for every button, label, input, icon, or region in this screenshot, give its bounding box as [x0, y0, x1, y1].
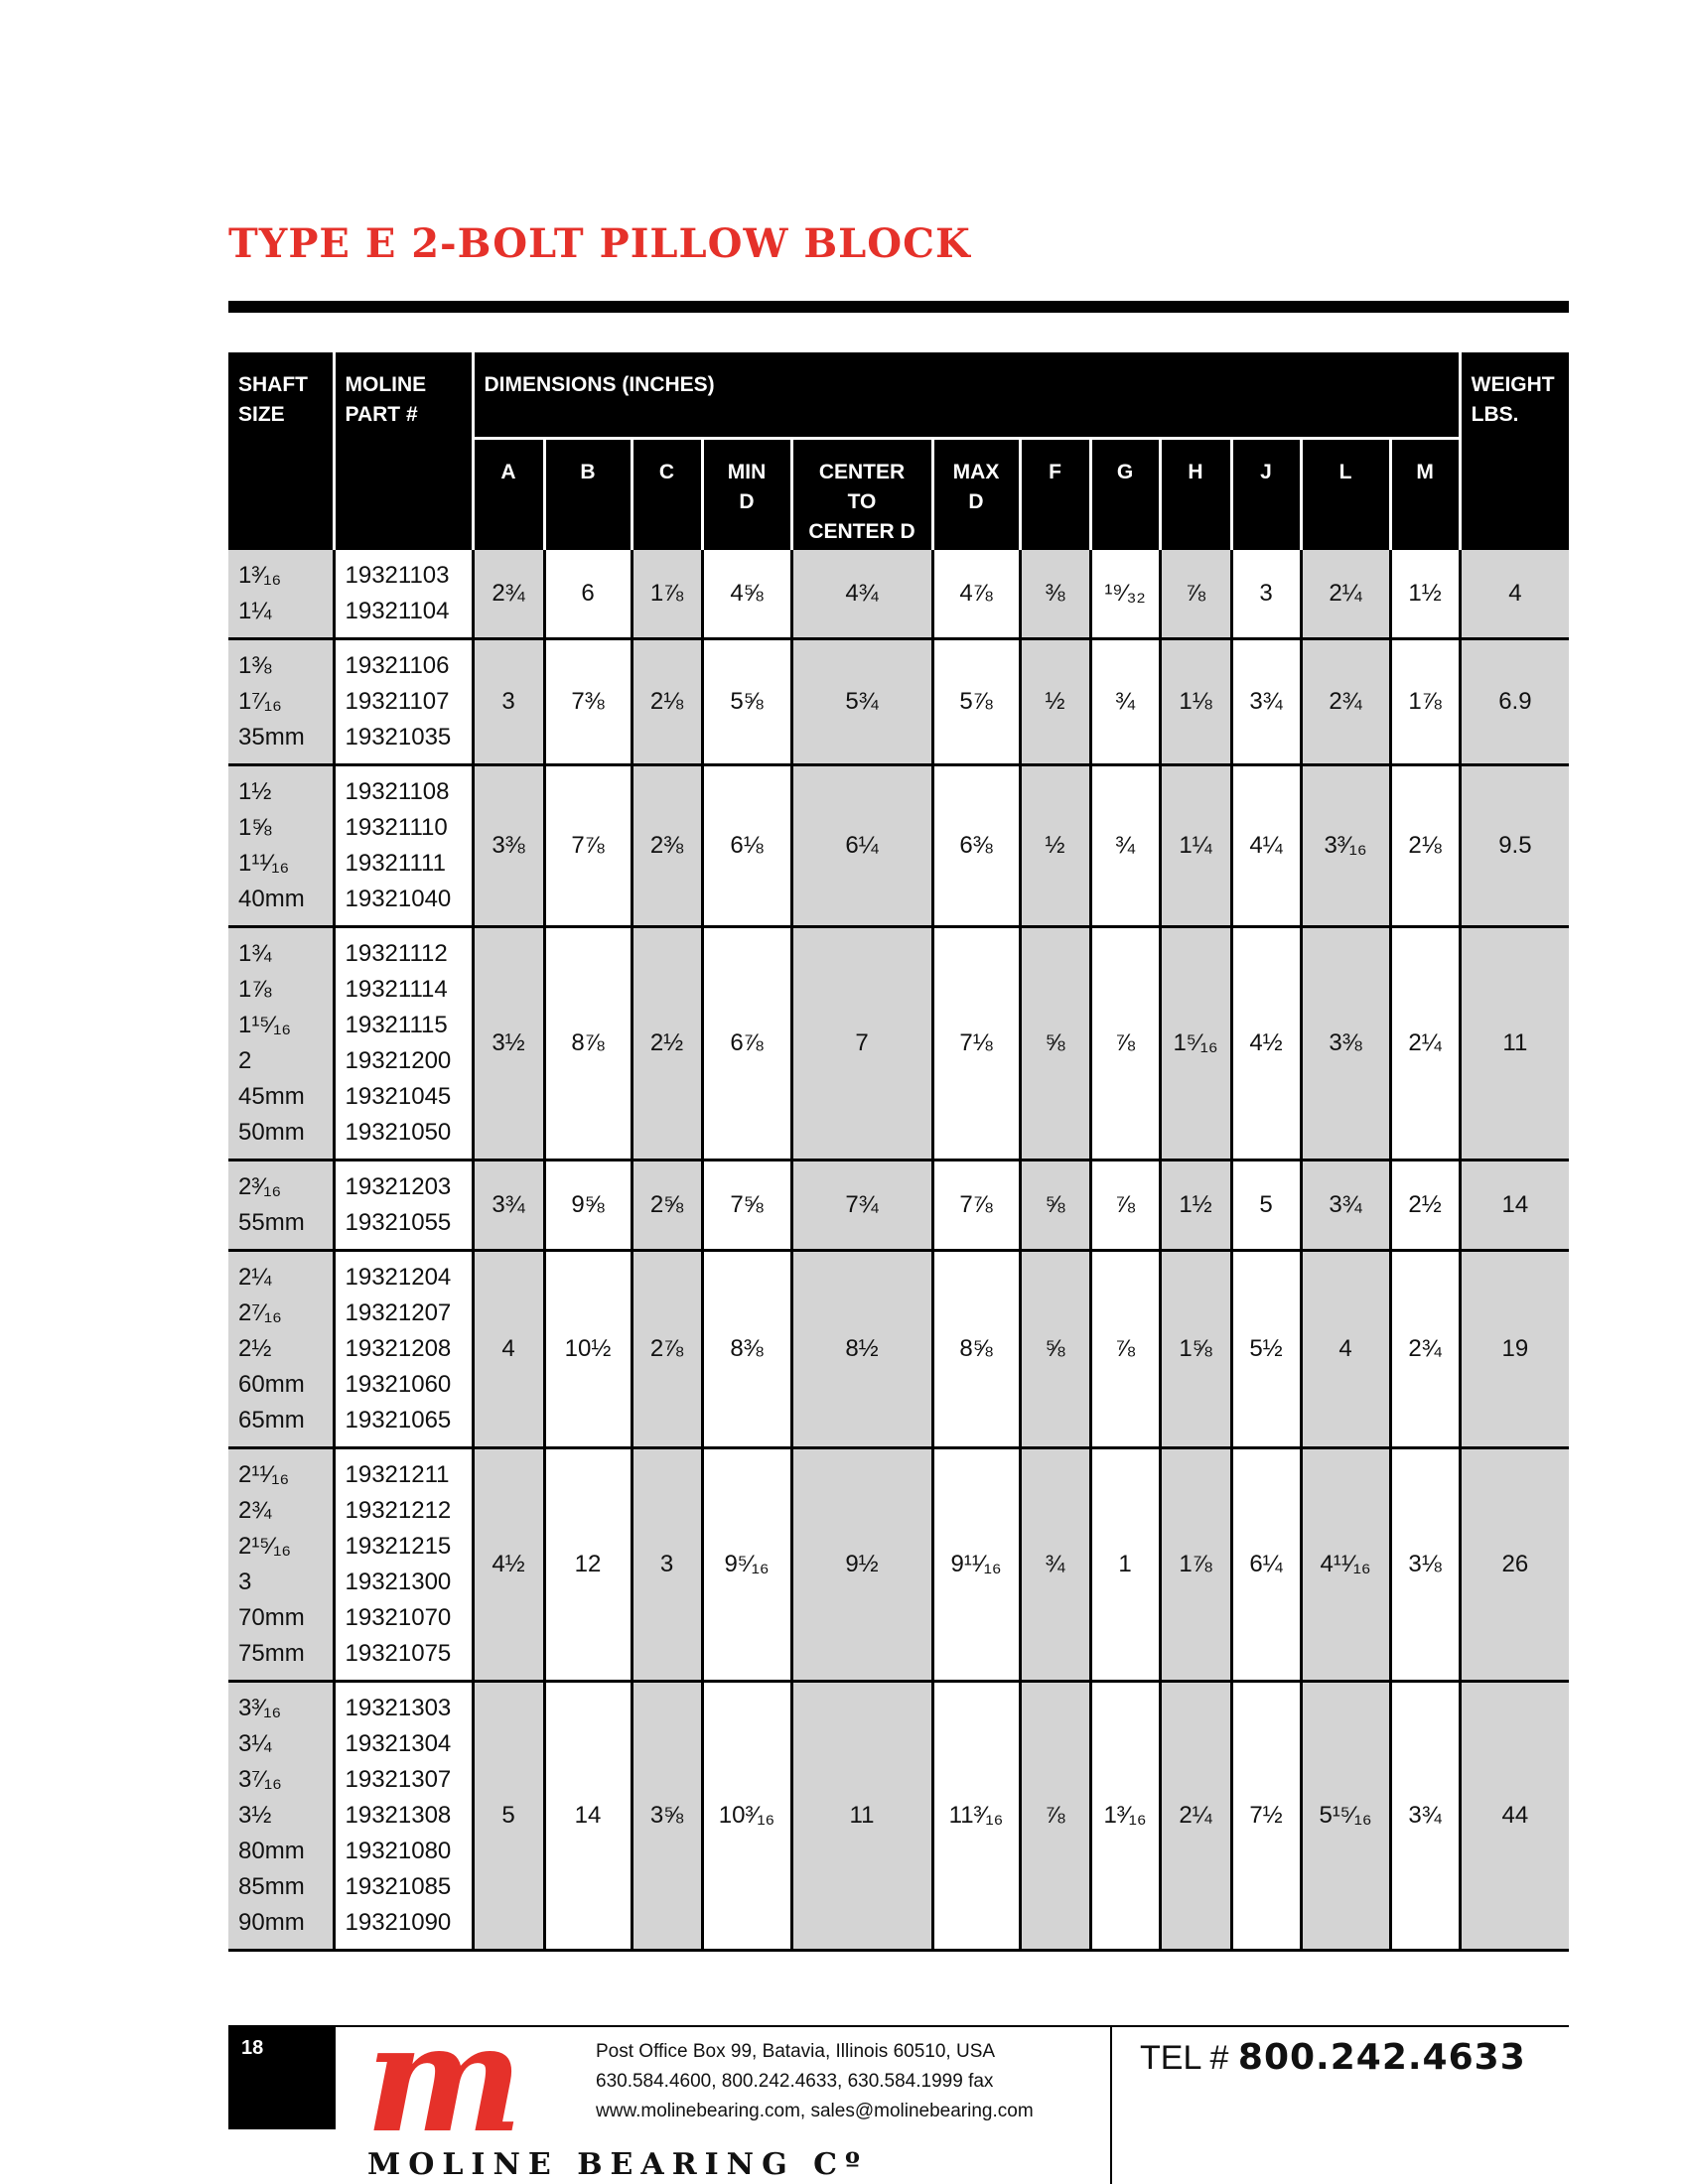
- header-dim: F: [1020, 439, 1090, 549]
- part-number: 19321303: [345, 1695, 452, 1721]
- part-number: 19321110: [345, 814, 448, 841]
- part-number: 19321204: [345, 1264, 452, 1291]
- dimension-cell: 7¾: [791, 1160, 932, 1251]
- header-dim: H: [1160, 439, 1231, 549]
- dimension-cell: 2¾: [1301, 639, 1390, 765]
- dimension-cell: ¾: [1090, 765, 1160, 927]
- shaft-size: 2³⁄₁₆: [238, 1173, 282, 1200]
- dimension-cell: 1¼: [1160, 765, 1231, 927]
- dimension-cell: 4¹¹⁄₁₆: [1301, 1448, 1390, 1682]
- dimension-cell: 7⅝: [702, 1160, 791, 1251]
- part-number: 19321070: [345, 1604, 452, 1631]
- part-number: 19321104: [345, 598, 450, 624]
- dimension-cell: 5½: [1231, 1251, 1301, 1448]
- part-number-cell: [334, 549, 473, 639]
- part-number: 19321108: [345, 778, 450, 805]
- weight-cell: 19: [1460, 1251, 1569, 1448]
- dimension-cell: 1⅛: [1160, 639, 1231, 765]
- dimension-cell: 9¹¹⁄₁₆: [932, 1448, 1020, 1682]
- shaft-size: 1¹⁵⁄₁₆: [238, 1012, 292, 1038]
- dimension-cell: ⅞: [1090, 1251, 1160, 1448]
- dimension-cell: 7½: [1231, 1682, 1301, 1951]
- shaft-size: 2: [238, 1047, 252, 1074]
- header-part-number: MOLINE PART #: [334, 352, 473, 549]
- address-line: 630.584.4600, 800.242.4633, 630.584.1999 fax: [596, 2071, 994, 2092]
- header-dim: MIN D: [702, 439, 791, 549]
- part-number: 19321060: [345, 1371, 452, 1398]
- shaft-size: 3½: [238, 1802, 272, 1829]
- footer-rule: [228, 2025, 1569, 2027]
- part-number: 19321307: [345, 1766, 452, 1793]
- telephone: [1140, 2037, 1526, 2078]
- table-row: [228, 1160, 1569, 1251]
- dimension-cell: 7: [791, 927, 932, 1160]
- page-number: 18: [241, 2037, 264, 2059]
- shaft-size: 80mm: [238, 1838, 305, 1864]
- shaft-size-cell: [228, 1251, 334, 1448]
- dimension-cell: 1⅞: [632, 549, 702, 639]
- dimension-cell: ⅞: [1160, 549, 1231, 639]
- part-number: 19321085: [345, 1873, 452, 1900]
- tel-number: 800.242.4633: [1237, 2037, 1526, 2078]
- moline-logo-icon: [365, 2035, 564, 2142]
- company-name: MOLINE BEARING Cº: [367, 2147, 869, 2182]
- dimension-cell: ⅝: [1020, 927, 1090, 1160]
- shaft-size-cell: [228, 1160, 334, 1251]
- part-number: 19321304: [345, 1730, 452, 1757]
- part-number: 19321212: [345, 1497, 452, 1524]
- dimension-cell: ½: [1020, 765, 1090, 927]
- part-number: 19321115: [345, 1012, 448, 1038]
- dimension-cell: 2⅜: [632, 765, 702, 927]
- dimension-cell: 1⅝: [1160, 1251, 1231, 1448]
- shaft-size: 2¼: [238, 1264, 272, 1291]
- dimension-cell: 1⅞: [1160, 1448, 1231, 1682]
- dimension-cell: 3: [632, 1448, 702, 1682]
- part-number: 19321208: [345, 1335, 452, 1362]
- dimension-cell: 4¼: [1231, 765, 1301, 927]
- weight-cell: 9.5: [1460, 765, 1569, 927]
- weight-cell: 14: [1460, 1160, 1569, 1251]
- part-number: 19321300: [345, 1569, 452, 1595]
- dimension-cell: ½: [1020, 639, 1090, 765]
- shaft-size: 35mm: [238, 724, 305, 751]
- shaft-size: 55mm: [238, 1209, 305, 1236]
- part-number: 19321215: [345, 1533, 452, 1560]
- dimension-cell: 12: [544, 1448, 632, 1682]
- header-shaft-size: SHAFT SIZE: [228, 352, 334, 549]
- part-number-cell: [334, 765, 473, 927]
- part-number: 19321207: [345, 1299, 452, 1326]
- part-number: 19321075: [345, 1640, 452, 1667]
- table-row: [228, 549, 1569, 639]
- table-row: [228, 765, 1569, 927]
- dimension-cell: 5⅝: [702, 639, 791, 765]
- dimension-cell: 1⅞: [1390, 639, 1460, 765]
- header-dim: L: [1301, 439, 1390, 549]
- header-dim: MAX D: [932, 439, 1020, 549]
- shaft-size: 60mm: [238, 1371, 305, 1398]
- dimension-cell: 2½: [632, 927, 702, 1160]
- weight-cell: 26: [1460, 1448, 1569, 1682]
- dimension-cell: 4½: [473, 1448, 544, 1682]
- dimension-cell: 5¹⁵⁄₁₆: [1301, 1682, 1390, 1951]
- dimension-cell: 10½: [544, 1251, 632, 1448]
- part-number: 19321090: [345, 1909, 452, 1936]
- address-line: www.molinebearing.com, sales@molinebearing.com: [596, 2101, 1034, 2121]
- dimension-cell: 8⅝: [932, 1251, 1020, 1448]
- shaft-size: 1¼: [238, 598, 272, 624]
- shaft-size: 2½: [238, 1335, 272, 1362]
- dimension-cell: ¾: [1020, 1448, 1090, 1682]
- shaft-size: 2¹¹⁄₁₆: [238, 1461, 290, 1488]
- shaft-size-cell: [228, 765, 334, 927]
- dimension-cell: 2⅛: [632, 639, 702, 765]
- shaft-size: 2¹⁵⁄₁₆: [238, 1533, 292, 1560]
- dimension-cell: 3¾: [1301, 1160, 1390, 1251]
- shaft-size: 45mm: [238, 1083, 305, 1110]
- shaft-size-cell: [228, 927, 334, 1160]
- shaft-size: 3⁷⁄₁₆: [238, 1766, 282, 1793]
- dimension-cell: 2¾: [473, 549, 544, 639]
- dimension-cell: 3¾: [1231, 639, 1301, 765]
- title-rule: [228, 301, 1569, 313]
- dimension-cell: 2¼: [1390, 927, 1460, 1160]
- part-number-cell: [334, 1251, 473, 1448]
- dimension-cell: 4⅝: [702, 549, 791, 639]
- dimension-cell: ⅞: [1090, 927, 1160, 1160]
- part-number-cell: [334, 639, 473, 765]
- shaft-size: 1⁷⁄₁₆: [238, 688, 282, 715]
- dimension-cell: ⅝: [1020, 1160, 1090, 1251]
- dimension-cell: 4: [1301, 1251, 1390, 1448]
- dimension-cell: ¾: [1090, 639, 1160, 765]
- shaft-size: 2⁷⁄₁₆: [238, 1299, 282, 1326]
- dimension-cell: 6⅞: [702, 927, 791, 1160]
- part-number: 19321203: [345, 1173, 452, 1200]
- shaft-size-cell: [228, 1448, 334, 1682]
- dimension-cell: 2¼: [1160, 1682, 1231, 1951]
- shaft-size: 40mm: [238, 886, 305, 912]
- part-number: 19321308: [345, 1802, 452, 1829]
- part-number: 19321211: [345, 1461, 450, 1488]
- dimension-cell: 5¾: [791, 639, 932, 765]
- shaft-size: 2¾: [238, 1497, 272, 1524]
- dimension-cell: 3: [473, 639, 544, 765]
- dimension-cell: 1½: [1160, 1160, 1231, 1251]
- dimension-cell: 10³⁄₁₆: [702, 1682, 791, 1951]
- dimension-cell: 3⅛: [1390, 1448, 1460, 1682]
- dimension-cell: 7⅞: [932, 1160, 1020, 1251]
- header-dim: M: [1390, 439, 1460, 549]
- part-number: 19321040: [345, 886, 452, 912]
- part-number: 19321112: [345, 940, 448, 967]
- weight-cell: 6.9: [1460, 639, 1569, 765]
- shaft-size: 1½: [238, 778, 272, 805]
- dimension-cell: 2¾: [1390, 1251, 1460, 1448]
- header-dimensions: DIMENSIONS (INCHES): [473, 352, 1460, 439]
- dimension-cell: 9½: [791, 1448, 932, 1682]
- dimension-cell: 2⅛: [1390, 765, 1460, 927]
- dimension-cell: 3¾: [1390, 1682, 1460, 1951]
- shaft-size-cell: [228, 639, 334, 765]
- company-address: [596, 2037, 1034, 2126]
- part-number: 19321106: [345, 652, 450, 679]
- weight-cell: 11: [1460, 927, 1569, 1160]
- part-number: 19321065: [345, 1407, 452, 1433]
- part-number: 19321200: [345, 1047, 452, 1074]
- dimension-cell: ⅝: [1020, 1251, 1090, 1448]
- dimension-cell: 9⅝: [544, 1160, 632, 1251]
- dimension-cell: 7⅛: [932, 927, 1020, 1160]
- dimension-cell: 1: [1090, 1448, 1160, 1682]
- part-number-cell: [334, 1160, 473, 1251]
- dimension-cell: 8½: [791, 1251, 932, 1448]
- header-dim: A: [473, 439, 544, 549]
- shaft-size: 75mm: [238, 1640, 305, 1667]
- part-number: 19321114: [345, 976, 448, 1003]
- dimension-cell: 3⅜: [473, 765, 544, 927]
- dimension-cell: 1½: [1390, 549, 1460, 639]
- dimension-cell: ⅜: [1020, 549, 1090, 639]
- header-dim: B: [544, 439, 632, 549]
- dimension-cell: 3³⁄₁₆: [1301, 765, 1390, 927]
- shaft-size: 70mm: [238, 1604, 305, 1631]
- dimension-cell: 4⅞: [932, 549, 1020, 639]
- part-number-cell: [334, 1682, 473, 1951]
- table-row: [228, 639, 1569, 765]
- part-number-cell: [334, 927, 473, 1160]
- dimension-cell: 2½: [1390, 1160, 1460, 1251]
- dimension-cell: 3: [1231, 549, 1301, 639]
- dimension-cell: 4¾: [791, 549, 932, 639]
- dimension-cell: 3½: [473, 927, 544, 1160]
- spec-table: [228, 352, 1569, 1952]
- dimension-cell: 9⁵⁄₁₆: [702, 1448, 791, 1682]
- dimension-cell: 7⅞: [544, 765, 632, 927]
- header-weight: WEIGHT LBS.: [1460, 352, 1569, 549]
- shaft-size: 1⅜: [238, 652, 272, 679]
- shaft-size: 3¼: [238, 1730, 272, 1757]
- tel-label: TEL #: [1140, 2039, 1229, 2077]
- part-number: 19321055: [345, 1209, 452, 1236]
- header-dim: C: [632, 439, 702, 549]
- part-number: 19321080: [345, 1838, 452, 1864]
- dimension-cell: 14: [544, 1682, 632, 1951]
- shaft-size: 90mm: [238, 1909, 305, 1936]
- shaft-size: 50mm: [238, 1119, 305, 1146]
- dimension-cell: 6: [544, 549, 632, 639]
- dimension-cell: 11: [791, 1682, 932, 1951]
- part-number: 19321050: [345, 1119, 452, 1146]
- dimension-cell: 3¾: [473, 1160, 544, 1251]
- dimension-cell: 5: [1231, 1160, 1301, 1251]
- dimension-cell: 2⅞: [632, 1251, 702, 1448]
- shaft-size: 65mm: [238, 1407, 305, 1433]
- page-title: TYPE E 2-BOLT PILLOW BLOCK: [228, 220, 971, 267]
- weight-cell: 44: [1460, 1682, 1569, 1951]
- part-number: 19321035: [345, 724, 452, 751]
- header-dim: J: [1231, 439, 1301, 549]
- dimension-cell: 3⅝: [632, 1682, 702, 1951]
- dimension-cell: 6⅛: [702, 765, 791, 927]
- shaft-size: 85mm: [238, 1873, 305, 1900]
- part-number: 19321111: [345, 850, 446, 877]
- dimension-cell: 3⅜: [1301, 927, 1390, 1160]
- shaft-size-cell: [228, 549, 334, 639]
- table-row: [228, 1448, 1569, 1682]
- dimension-cell: 6¼: [791, 765, 932, 927]
- table-row: [228, 1251, 1569, 1448]
- header-dim: CENTER TO CENTER D: [791, 439, 932, 549]
- table-row: [228, 927, 1569, 1160]
- part-number-cell: [334, 1448, 473, 1682]
- dimension-cell: 6⅜: [932, 765, 1020, 927]
- shaft-size: 3: [238, 1569, 252, 1595]
- dimension-cell: 1⁵⁄₁₆: [1160, 927, 1231, 1160]
- dimension-cell: 4: [473, 1251, 544, 1448]
- dimension-cell: 5⅞: [932, 639, 1020, 765]
- shaft-size-cell: [228, 1682, 334, 1951]
- address-line: Post Office Box 99, Batavia, Illinois 60510, USA: [596, 2041, 996, 2062]
- part-number: 19321045: [345, 1083, 452, 1110]
- shaft-size: 1¹¹⁄₁₆: [238, 850, 290, 877]
- dimension-cell: 6¼: [1231, 1448, 1301, 1682]
- dimension-cell: 8⅜: [702, 1251, 791, 1448]
- shaft-size: 1¾: [238, 940, 272, 967]
- dimension-cell: 7⅜: [544, 639, 632, 765]
- header-dim: G: [1090, 439, 1160, 549]
- dimension-cell: ⅞: [1020, 1682, 1090, 1951]
- logo-letter: m: [365, 2035, 523, 2142]
- shaft-size: 1⅞: [238, 976, 272, 1003]
- dimension-cell: 5: [473, 1682, 544, 1951]
- shaft-size: 1³⁄₁₆: [238, 562, 282, 589]
- part-number: 19321103: [345, 562, 450, 589]
- dimension-cell: 2⅝: [632, 1160, 702, 1251]
- dimension-cell: 1³⁄₁₆: [1090, 1682, 1160, 1951]
- shaft-size: 3³⁄₁₆: [238, 1695, 282, 1721]
- table-row: [228, 1682, 1569, 1951]
- shaft-size: 1⅝: [238, 814, 272, 841]
- dimension-cell: ⅞: [1090, 1160, 1160, 1251]
- dimension-cell: 2¼: [1301, 549, 1390, 639]
- footer-divider: [1110, 2027, 1112, 2184]
- weight-cell: 4: [1460, 549, 1569, 639]
- dimension-cell: 8⅞: [544, 927, 632, 1160]
- dimension-cell: 11³⁄₁₆: [932, 1682, 1020, 1951]
- dimension-cell: 4½: [1231, 927, 1301, 1160]
- part-number: 19321107: [345, 688, 450, 715]
- dimension-cell: ¹⁹⁄₃₂: [1090, 549, 1160, 639]
